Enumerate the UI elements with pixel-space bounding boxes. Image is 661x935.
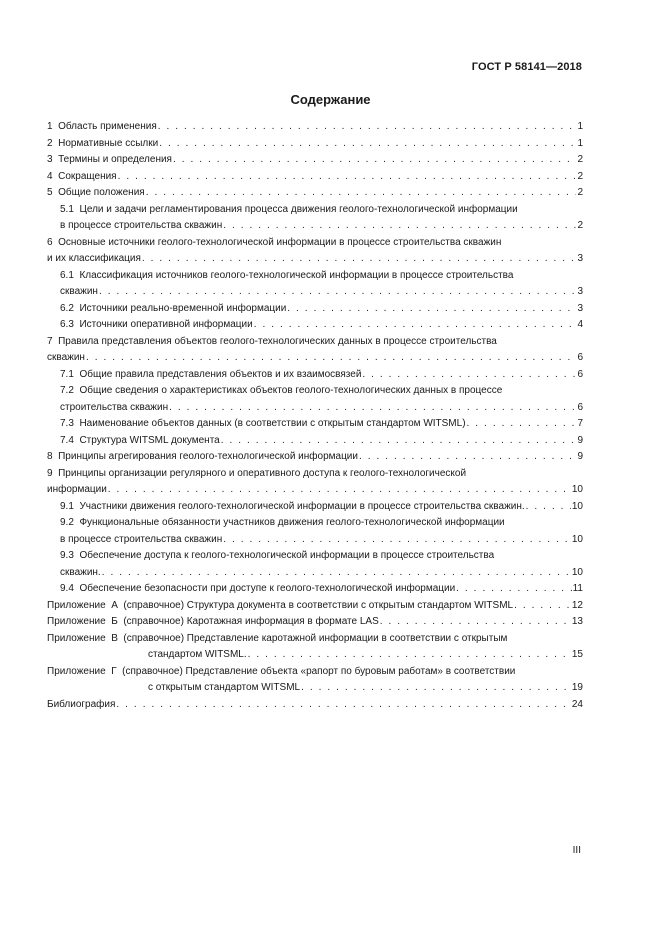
toc-entry-text: скважин — [47, 352, 85, 363]
toc-entry-text: информации — [47, 484, 107, 495]
dot-leader — [173, 152, 576, 169]
toc-page-number: 6 — [577, 401, 583, 413]
toc-page-number: 7 — [577, 418, 583, 429]
toc-entry-text: 6 Основные источники геолого-технологической информации в процессе строительства скважин — [47, 236, 502, 248]
dot-leader — [359, 449, 576, 466]
toc-page-number: 24 — [571, 698, 583, 710]
toc-entry[interactable] — [47, 697, 583, 714]
dot-leader — [159, 136, 576, 153]
toc-entry-text: стандартом WITSML. — [148, 649, 247, 660]
toc-entry-text: Приложение Г (справочное) Представление объекта «рапорт по буровым работам» в соответствии — [47, 665, 516, 677]
dot-leader — [456, 581, 571, 598]
toc-entry-text: Приложение В (справочное) Представление каротажной информации в соответствии с открытым — [47, 632, 508, 644]
dot-leader — [169, 400, 576, 417]
toc-entry[interactable] — [47, 664, 583, 697]
toc-page-number: 12 — [571, 599, 583, 611]
dot-leader — [362, 367, 576, 384]
toc-page-number: 3 — [577, 302, 583, 314]
toc-page-number: 1 — [577, 121, 583, 132]
toc-entry[interactable] — [47, 136, 583, 153]
toc-entry[interactable] — [47, 515, 583, 548]
toc-entry-text: 5 Общие положения — [47, 187, 145, 198]
toc-entry[interactable] — [47, 548, 583, 581]
toc-entry-text: 9.3 Обеспечение доступа к геолого-технологической информации в процессе строительства — [60, 550, 495, 561]
toc-page-number: 9 — [577, 434, 583, 446]
dot-leader — [221, 433, 577, 450]
toc-entry[interactable] — [47, 334, 583, 367]
dot-leader — [86, 350, 577, 367]
toc-entry-text: 7.4 Структура WITSML документа — [60, 434, 220, 446]
toc-entry-text: 2 Нормативные ссылки — [47, 137, 159, 149]
dot-leader — [142, 251, 577, 268]
toc-entry[interactable] — [47, 202, 583, 235]
toc-entry-text: 6.3 Источники оперативной информации — [60, 319, 253, 330]
toc-entry-text: скважин. — [60, 566, 101, 578]
toc-page-number: 6 — [577, 368, 583, 380]
toc-page-number: 6 — [577, 352, 583, 363]
toc-entry-text: 9.2 Функциональные обязанности участников движения геолого-технологической информации — [60, 517, 505, 528]
toc-entry[interactable] — [47, 235, 583, 268]
toc-entry[interactable] — [47, 383, 583, 416]
toc-entry-text: 9.4 Обеспечение безопасности при доступе к геолого-технологической информации — [60, 583, 456, 594]
toc-page-number: 3 — [577, 253, 583, 264]
dot-leader — [526, 499, 571, 516]
toc-entry-text: Библиография — [47, 698, 116, 710]
dot-leader — [514, 598, 571, 615]
toc-entry-text: 7.3 Наименование объектов данных (в соответствии с открытым стандартом WITSML) — [60, 418, 466, 429]
standard-code: ГОСТ Р 58141—2018 — [471, 61, 582, 73]
toc-page-number: 10 — [571, 484, 583, 495]
table-of-contents — [47, 119, 583, 713]
dot-leader — [99, 284, 577, 301]
toc-entry-text: 4 Сокращения — [47, 170, 117, 182]
toc-entry-text: 3 Термины и определения — [47, 154, 172, 165]
toc-entry[interactable] — [47, 581, 583, 598]
toc-page-number: 10 — [571, 533, 583, 545]
toc-page-number: 4 — [577, 319, 583, 330]
toc-page-number: 13 — [571, 616, 583, 627]
toc-entry[interactable] — [47, 152, 583, 169]
toc-page-number: 2 — [577, 154, 583, 165]
toc-page-number: 9 — [577, 451, 583, 462]
toc-entry[interactable] — [47, 631, 583, 664]
dot-leader — [301, 680, 571, 697]
toc-entry-text: строительства скважин — [60, 401, 169, 413]
toc-entry-text: с открытым стандартом WITSML — [148, 682, 301, 693]
dot-leader — [158, 119, 577, 136]
toc-entry[interactable] — [47, 367, 583, 384]
dot-leader — [248, 647, 571, 664]
toc-entry-text: скважин — [60, 286, 98, 297]
page-number: III — [572, 845, 581, 856]
toc-entry-text: 7 Правила представления объектов геолого-технологических данных в процессе строительства — [47, 335, 497, 347]
toc-entry[interactable] — [47, 301, 583, 318]
toc-entry-text: 9 Принципы организации регулярного и оперативного доступа к геолого-технологической — [47, 467, 467, 479]
toc-page-number: 1 — [577, 137, 583, 149]
toc-title: Содержание — [290, 92, 371, 107]
toc-entry-text: 5.1 Цели и задачи регламентирования процесса движения геолого-технологической информации — [60, 203, 518, 215]
dot-leader — [223, 532, 571, 549]
dot-leader — [254, 317, 577, 334]
dot-leader — [467, 416, 577, 433]
dot-leader — [146, 185, 577, 202]
dot-leader — [287, 301, 576, 318]
toc-entry[interactable] — [47, 614, 583, 631]
toc-entry-text: Приложение А (справочное) Структура документа в соответствии с открытым стандартом WITSML — [47, 599, 514, 611]
toc-entry-text: 6.2 Источники реально-временной информации — [60, 302, 287, 314]
toc-entry[interactable] — [47, 268, 583, 301]
toc-entry[interactable] — [47, 416, 583, 433]
toc-entry[interactable] — [47, 499, 583, 516]
dot-leader — [102, 565, 571, 582]
toc-entry-text: и их классификация — [47, 253, 141, 264]
toc-entry-text: 9.1 Участники движения геолого-технологической информации в процессе строительства скважин. — [60, 500, 525, 512]
dot-leader — [108, 482, 571, 499]
toc-page-number: 2 — [577, 170, 583, 182]
dot-leader — [223, 218, 576, 235]
toc-page-number: 2 — [577, 220, 583, 231]
dot-leader — [116, 697, 570, 714]
toc-entry-text: 7.2 Общие сведения о характеристиках объектов геолого-технологических данных в процессе — [60, 385, 503, 396]
dot-leader — [118, 169, 577, 186]
toc-entry-text: Приложение Б (справочное) Каротажная информация в формате LAS — [47, 616, 379, 627]
toc-entry-text: в процессе строительства скважин — [60, 533, 223, 545]
toc-page-number: 3 — [577, 286, 583, 297]
toc-entry-text: 1 Область применения — [47, 121, 157, 132]
toc-page-number: 15 — [571, 649, 583, 660]
toc-page-number: 19 — [571, 682, 583, 693]
toc-entry-text: 6.1 Классификация источников геолого-технологической информации в процессе строительства — [60, 269, 514, 281]
toc-entry[interactable] — [47, 185, 583, 202]
toc-entry[interactable] — [47, 466, 583, 499]
toc-entry-text: в процессе строительства скважин — [60, 220, 223, 231]
toc-entry-text: 7.1 Общие правила представления объектов и их взаимосвязей — [60, 368, 362, 380]
toc-entry[interactable] — [47, 449, 583, 466]
toc-page-number: 10 — [571, 566, 583, 578]
toc-entry[interactable] — [47, 169, 583, 186]
toc-page-number: 10 — [571, 500, 583, 512]
toc-entry[interactable] — [47, 119, 583, 136]
toc-page-number: 11 — [572, 583, 583, 594]
toc-entry[interactable] — [47, 598, 583, 615]
toc-entry[interactable] — [47, 317, 583, 334]
toc-entry[interactable] — [47, 433, 583, 450]
toc-entry-text: 8 Принципы агрегирования геолого-технологической информации — [47, 451, 358, 462]
dot-leader — [380, 614, 571, 631]
toc-page-number: 2 — [577, 187, 583, 198]
